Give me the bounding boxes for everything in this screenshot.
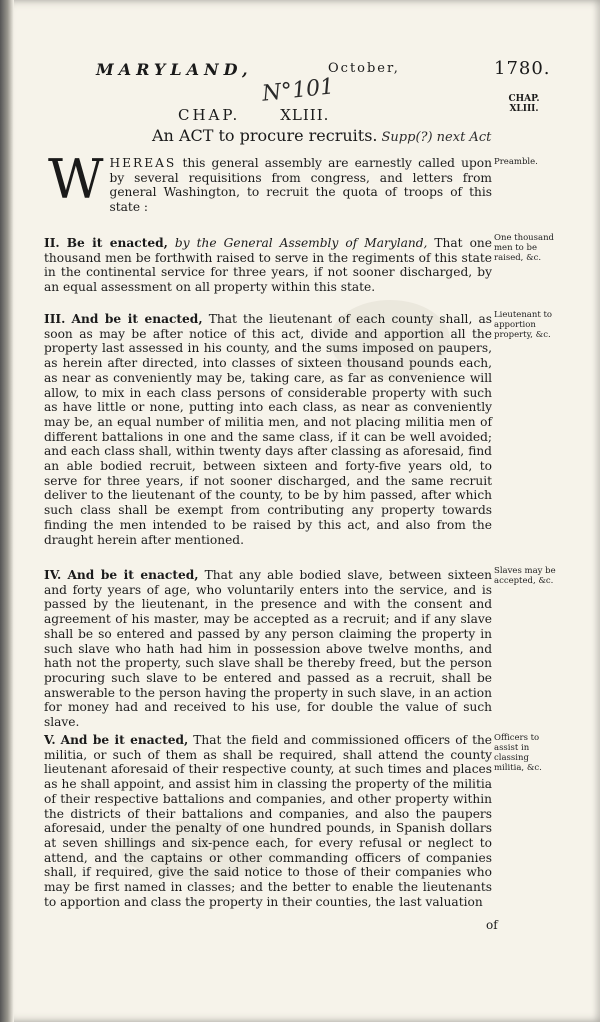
drop-cap: W	[48, 148, 104, 211]
state-name: MARYLAND,	[96, 60, 253, 79]
chapter-heading	[178, 106, 329, 124]
section-number: IV.	[44, 568, 62, 582]
act-title	[152, 126, 491, 145]
side-note-section-4: Slaves may be accepted, &c.	[494, 566, 556, 586]
manuscript-number: N°101	[260, 74, 336, 107]
section-text: That one thousand men be forthwith raised to serve in the regiments of this state in the continental service for three years, if not sooner discharged, by an equal assessment on all property within this state.	[44, 236, 492, 295]
preamble-paragraph	[44, 148, 492, 215]
enacting-clause: And be it enacted,	[60, 733, 189, 747]
section-number: III.	[44, 312, 66, 326]
month: October,	[328, 61, 400, 76]
enacting-clause: And be it enacted,	[71, 312, 203, 326]
preamble-first-word: HEREAS	[109, 156, 177, 170]
catchword: of	[486, 918, 498, 932]
section-number: II.	[44, 236, 60, 250]
enacting-clause: Be it enacted,	[66, 236, 168, 250]
enacting-authority: by the General Assembly of Maryland,	[174, 236, 428, 250]
manuscript-annotation: Supp(?) next Act	[381, 130, 492, 145]
section-number: V.	[44, 733, 56, 747]
chapter-label: CHAP.	[178, 106, 241, 124]
side-note-section-2: One thousand men to be raised, &c.	[494, 233, 555, 263]
enacting-clause: And be it enacted,	[67, 568, 199, 582]
margin-chapter: CHAP. XLIII.	[508, 94, 540, 114]
year: 1780.	[494, 58, 551, 79]
act-title-text: An ACT to procure recruits.	[152, 126, 378, 145]
chapter-number: XLIII.	[280, 106, 330, 124]
side-note-section-5: Officers to assist in classing militia, &c.	[494, 733, 542, 773]
section-text: That the lieutenant of each county shall, as soon as may be after notice of this act, divide and apportion all the property last assessed in his county, and the sums imposed on paupers, as herein after directed, into classes of sixteen thousand pounds each, as near as conveniently may be, taking care, as far as convenience will allow, to mix in each class persons of considerable property with such as have little or none, putting into each class, as near as conveniently may be, an equal number of militia men, and not placing militia men of different battalions in one and the same class, if it can be well avoided; and each class shall, within twenty days after classing as aforesaid, find an able bodied recruit, between sixteen and forty-five years old, to serve for three years, if not sooner discharged, and the same recruit deliver to the lieutenant of the county, to be by him passed, after which such class shall be exempt from contributing any property towards finding the men intended to be raised by this act, and also from the draught herein after mentioned.	[44, 312, 493, 547]
preamble-text: this general assembly are earnestly called upon by several requisitions from congress, and letters from general Washington, to recruit the quota of troops of this state :	[109, 156, 492, 215]
side-note-preamble: Preamble.	[494, 157, 538, 167]
section-4-paragraph	[44, 568, 492, 730]
section-2-paragraph	[44, 236, 492, 295]
section-text: That the field and commissioned officers of the militia, or such of them as shall be required, shall attend the county lieutenant aforesaid of their respective county, at such times and places as he shall appoint, and assist him in classing the property of the militia of their respective battalions and companies, and other property within the districts of their battalions and companies, and also the paupers aforesaid, under the penalty of one hundred pounds, in Spanish dollars at seven shillings and six-pence each, for every refusal or neglect to attend, and the captains or other commanding officers of companies shall, if required, give the said notice to those of their companies who may be first named in classes; and the better to enable the lieutenants to apportion and class the property in their counties, the last valuation	[44, 733, 493, 909]
side-note-section-3: Lieutenant to apportion property, &c.	[494, 310, 552, 340]
section-5-paragraph	[44, 733, 492, 909]
section-3-paragraph	[44, 312, 492, 547]
section-text: That any able bodied slave, between sixteen and forty years of age, who voluntarily enters into the service, and is passed by the lieutenant, in the presence and with the consent and agreement of his master, may be accepted as a recruit; and if any slave shall be so entered and passed by any person claiming the property in such slave who hath had him in possession above twelve months, and hath not the property, such slave shall be thereby freed, but the person procuring such slave to be entered and passed as a recruit, shall be answerable to the person having the property in such slave, in an action for money had and received to his use, for double the value of such slave.	[44, 568, 493, 730]
binding-shadow	[0, 0, 14, 1022]
